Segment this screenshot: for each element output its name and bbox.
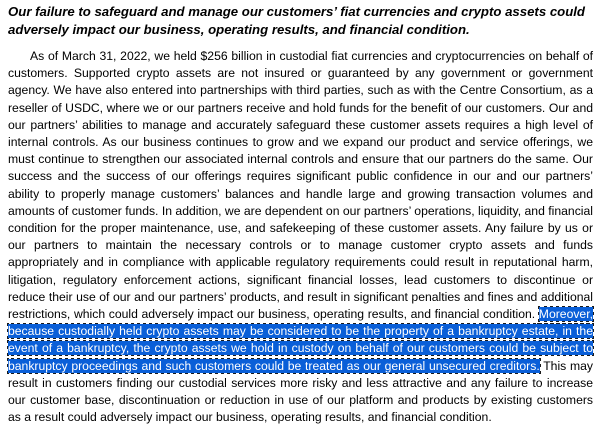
risk-factor-paragraph[interactable] (8, 48, 593, 426)
selected-text-highlight[interactable]: Moreover, because custodially held crypto assets may be considered to be the property of a bankruptcy estate, in the event of a bankruptcy, the crypto assets we hold in custody on behalf of our customers could be subject to bankruptcy proceedings and such customers could be treated as our general unsecured creditors. (8, 307, 593, 373)
risk-factor-heading: Our failure to safeguard and manage our customers’ fiat currencies and crypto assets could adversely impact our business, operating results, and financial condition. (8, 4, 585, 37)
paragraph-text-before-selection[interactable]: As of March 31, 2022, we held $256 billion in custodial fiat currencies and cryptocurrencies on behalf of customers. Supported crypto assets are not insured or guaranteed by any government or government agency. We have also entered into partnerships with third parties, such as with the Centre Consortium, as a reseller of USDC, where we or our partners receive and hold funds for the benefit of our customers. Our and our partners’ abilities to manage and accurately safeguard these customer assets requires a high level of internal controls. As our business continues to grow and we expand our product and service offerings, we must continue to strengthen our associated internal controls and ensure that our partners do the same. Our success and the success of our offerings requires significant public confidence in our and our partners’ ability to properly manage customers’ balances and handle large and growing transaction volumes and amounts of customer funds. In addition, we are dependent on our partners’ operations, liquidity, and financial condition for the proper maintenance, use, and safekeeping of these customer assets. Any failure by us or our partners to maintain the necessary controls or to manage customer crypto assets and funds appropriately and in compliance with applicable regulatory requirements could result in reputational harm, litigation, regulatory enforcement actions, significant financial losses, lead customers to discontinue or reduce their use of our and our partners’ products, and result in significant penalties and fines and additional restrictions, which could adversely impact our business, operating results, and financial condition. (8, 49, 593, 322)
document-body (8, 3, 593, 426)
paragraph-text-after-selection[interactable]: This may result in customers finding our custodial services more risky and less attractive and any failure to increase our customer base, discontinuation or reduction in use of our platform and products by existing customers as a result could adversely impact our business, operating results, and financial condition. (8, 358, 593, 425)
